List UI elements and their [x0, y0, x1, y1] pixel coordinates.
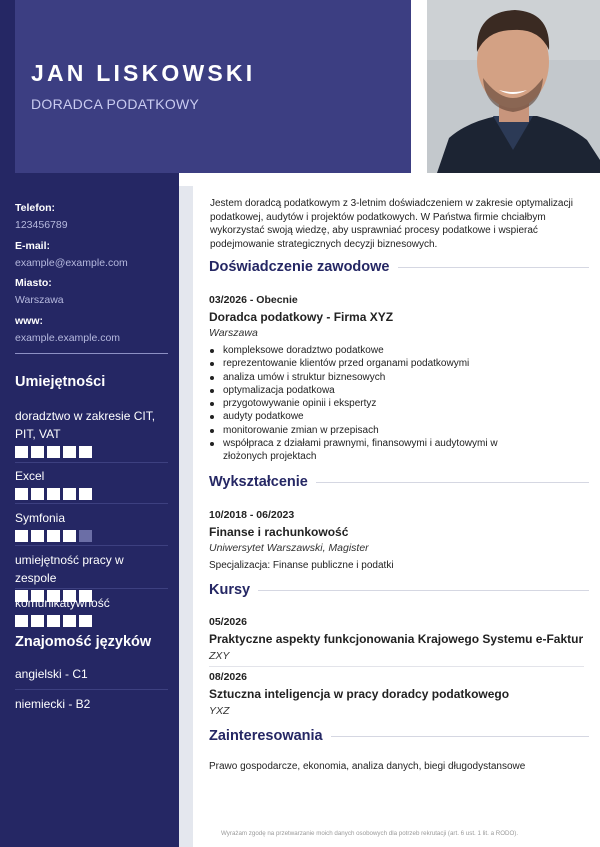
courses-section-header — [209, 582, 589, 598]
rating-square-filled — [63, 615, 76, 627]
skill-rating — [15, 446, 168, 458]
course-organizer: ZXY — [209, 650, 230, 662]
interests-text: Prawo gospodarcze, ekonomia, analiza danych, biegi długodystansowe — [209, 761, 526, 772]
job-location: Warszawa — [209, 327, 258, 339]
job-dates: 03/2026 - Obecnie — [209, 294, 298, 306]
section-rule — [331, 736, 589, 737]
section-rule — [258, 590, 589, 591]
rating-square-filled — [31, 530, 44, 542]
contact-label: Telefon: — [15, 202, 56, 214]
skill-separator — [15, 462, 168, 463]
skill-item — [15, 509, 168, 542]
skill-name: komunikatywność — [15, 596, 110, 610]
rating-square-filled — [31, 615, 44, 627]
rating-square-filled — [63, 446, 76, 458]
rating-square-filled — [79, 488, 92, 500]
contact-label: E-mail: — [15, 240, 51, 252]
skill-rating — [15, 488, 168, 500]
rating-square-filled — [47, 446, 60, 458]
rating-square-filled — [15, 615, 28, 627]
course-date: 05/2026 — [209, 616, 247, 628]
job-title: Doradca podatkowy - Firma XYZ — [209, 310, 394, 324]
rating-square-filled — [15, 446, 28, 458]
rating-square-filled — [15, 488, 28, 500]
section-heading: Kursy — [209, 582, 251, 598]
section-rule — [316, 482, 589, 483]
skill-name: Symfonia — [15, 511, 66, 525]
contact-label: Miasto: — [15, 277, 52, 289]
email-value: example@example.com — [15, 257, 128, 269]
section-rule — [398, 267, 590, 268]
duty-item: kompleksowe doradztwo podatkowe — [209, 344, 539, 357]
language-item: niemiecki - B2 — [15, 697, 91, 711]
rating-square-filled — [63, 530, 76, 542]
skill-name: umiejętność pracy w zespole — [15, 553, 124, 585]
skill-separator — [15, 588, 168, 589]
duty-item: audyty podatkowe — [209, 410, 539, 423]
skill-separator — [15, 545, 168, 546]
rating-square-filled — [47, 530, 60, 542]
candidate-name: JAN LISKOWSKI — [31, 60, 256, 86]
section-heading: Zainteresowania — [209, 728, 323, 744]
education-field: Finanse i rachunkowość — [209, 525, 349, 539]
skill-rating — [15, 530, 168, 542]
education-specialization: Specjalizacja: Finanse publiczne i podatki — [209, 560, 394, 571]
duty-item: reprezentowanie klientów przed organami podatkowymi — [209, 357, 539, 370]
contact-phone — [15, 202, 175, 231]
rating-square-filled — [15, 530, 28, 542]
job-duties-list — [209, 344, 539, 464]
rating-square-filled — [79, 446, 92, 458]
education-section-header — [209, 474, 589, 490]
duty-item: przygotowywanie opinii i ekspertyz — [209, 397, 539, 410]
www-value: example.example.com — [15, 332, 121, 344]
gdpr-consent-clause: Wyrażam zgodę na przetwarzanie moich danych osobowych dla potrzeb rekrutacji (art. 6 ust. 1 lit. a RODO). — [221, 830, 519, 837]
rating-square-empty — [79, 530, 92, 542]
contact-city — [15, 277, 175, 306]
skill-rating — [15, 615, 168, 627]
education-dates: 10/2018 - 06/2023 — [209, 509, 295, 521]
language-item: angielski - C1 — [15, 667, 88, 681]
duty-item: monitorowanie zmian w przepisach — [209, 424, 539, 437]
skills-heading: Umiejętności — [15, 374, 106, 390]
sidebar-divider — [15, 353, 168, 354]
rating-square-filled — [31, 446, 44, 458]
skill-name: Excel — [15, 469, 45, 483]
rating-square-filled — [47, 615, 60, 627]
rating-square-filled — [63, 488, 76, 500]
section-heading: Doświadczenie zawodowe — [209, 259, 390, 275]
rating-square-filled — [79, 615, 92, 627]
skill-name: doradztwo w zakresie CIT, PIT, VAT — [15, 409, 156, 441]
course-name: Praktyczne aspekty funkcjonowania Krajowego Systemu e-Faktur — [209, 632, 584, 646]
profile-summary: Jestem doradcą podatkowym z 3-letnim doświadczeniem w zakresie optymalizacji podatkowej, audytów i projektów podatkowych. W Państwa firmie chciałbym wykorzystać swoją wiedzę, aby usprawniać procesy podatkowe i wspierać podejmowanie strategicznych decyzji biznesowych. — [210, 198, 573, 250]
education-school: Uniwersytet Warszawski, Magister — [209, 542, 369, 554]
rating-square-filled — [31, 488, 44, 500]
course-organizer: YXZ — [209, 705, 230, 717]
section-heading: Wykształcenie — [209, 474, 308, 490]
content-divider-strip — [179, 186, 193, 847]
duty-item: analiza umów i struktur biznesowych — [209, 371, 539, 384]
phone-value: 123456789 — [15, 219, 68, 231]
duty-item: optymalizacja podatkowa — [209, 384, 539, 397]
interests-section-header — [209, 728, 589, 744]
contact-email — [15, 240, 175, 269]
languages-heading: Znajomość języków — [15, 634, 152, 650]
skill-item — [15, 467, 168, 500]
contact-www — [15, 315, 175, 344]
rating-square-filled — [47, 488, 60, 500]
candidate-title: DORADCA PODATKOWY — [31, 96, 200, 112]
city-value: Warszawa — [15, 294, 64, 306]
experience-section-header — [209, 259, 589, 275]
course-name: Sztuczna inteligencja w pracy doradcy podatkowego — [209, 687, 510, 701]
skill-separator — [15, 503, 168, 504]
profile-photo — [427, 0, 600, 173]
course-date: 08/2026 — [209, 671, 247, 683]
language-separator — [15, 689, 168, 690]
skill-item — [15, 407, 168, 458]
skill-item — [15, 594, 168, 627]
contact-label: www: — [15, 315, 43, 327]
course-separator — [209, 666, 584, 667]
duty-item: współpraca z działami prawnymi, finansowymi i audytowymi w złożonych projektach — [209, 437, 539, 464]
